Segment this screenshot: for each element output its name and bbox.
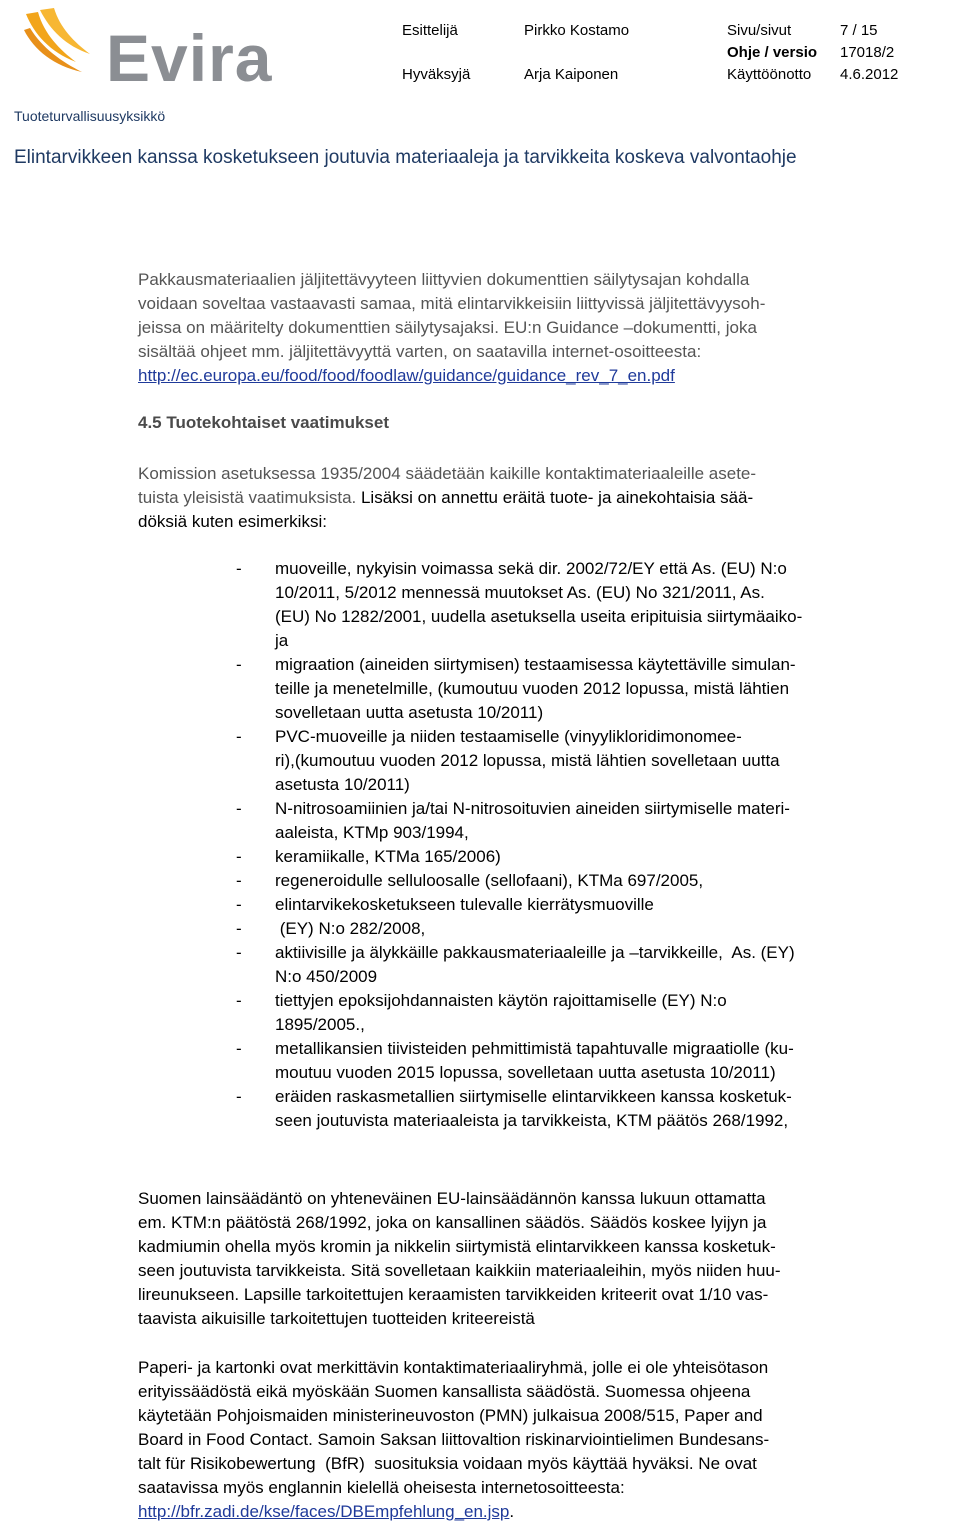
link-period: . <box>509 1502 515 1521</box>
list-item: - migraation (aineiden siirtymisen) testaamisessa käytettäville simulan- teille ja menetelmille, (kumoutuu vuoden 2012 lopussa, mistä lähtien sovelletaan uutta asetusta 10/2011) <box>236 655 796 722</box>
list-item: - PVC-muoveille ja niiden testaamiselle (vinyylikloridimonomee- ri),(kumoutuu vuoden 2012 lopussa, mistä lähtien sovelletaan uutta asetusta 10/2011) <box>236 727 780 794</box>
presenter-label: Esittelijä <box>402 22 458 39</box>
intro-line: sisältää ohjeet mm. jäljitettävyyttä varten, on saatavilla internet-osoitteesta: <box>138 342 702 361</box>
evira-swoosh-icon <box>20 6 110 88</box>
list-item: - elintarvikekosketukseen tulevalle kierrätysmuoville <box>236 895 654 914</box>
section-line: Lisäksi on annettu eräitä tuote- ja ainekohtaisia sää- <box>356 488 754 507</box>
paragraph-line: Paperi- ja kartonki ovat merkittävin kontaktimateriaaliryhmä, jolle ei ole yhteisötason <box>138 1358 769 1377</box>
evira-logo <box>20 6 275 95</box>
section-line: tuista yleisistä vaatimuksista. <box>138 488 357 507</box>
section-line: Komission asetuksessa 1935/2004 säädetään kaikille kontaktimateriaaleille asete- <box>138 464 757 483</box>
section-line: döksiä kuten esimerkiksi: <box>138 512 327 531</box>
paper-paragraph <box>138 1356 928 1524</box>
paragraph-line: Board in Food Contact. Samoin Saksan liittovaltion riskinarviointielimen Bundesans- <box>138 1430 770 1449</box>
unit-name: Tuoteturvallisuusyksikkö <box>14 108 166 124</box>
list-item: - N-nitrosoamiinien ja/tai N-nitrosoituvien aineiden siirtymiselle materi- aaleista, KTMp 903/1994, <box>236 799 790 842</box>
presenter-name: Pirkko Kostamo <box>524 22 630 39</box>
list-item: - tiettyjen epoksijohdannaisten käytön rajoittamiselle (EY) N:o 1895/2005., <box>236 991 727 1034</box>
intro-line: voidaan soveltaa vastaavasti samaa, mitä elintarvikkeisiin liittyvissä jäljitettävyysoh- <box>138 294 766 313</box>
intro-line: Pakkausmateriaalien jäljitettävyyteen liittyvien dokumenttien säilytysajan kohdalla <box>138 270 750 289</box>
bfr-link[interactable]: http://bfr.zadi.de/kse/faces/DBEmpfehlung_en.jsp <box>138 1502 510 1521</box>
approver-name: Arja Kaiponen <box>524 66 619 83</box>
paragraph-line: kadmiumin ohella myös kromin ja nikkelin siirtymistä elintarvikkeen kanssa kosketuk- <box>138 1237 776 1256</box>
paragraph-line: em. KTM:n päätöstä 268/1992, joka on kansallinen säädös. Säädös koskee lyijyn ja <box>138 1213 767 1232</box>
guidance-link[interactable]: http://ec.europa.eu/food/food/foodlaw/guidance/guidance_rev_7_en.pdf <box>138 366 675 385</box>
paragraph-line: erityissäädöstä eikä myöskään Suomen kansallista säädöstä. Suomessa ohjeena <box>138 1382 751 1401</box>
paragraph-line: seen joutuvista tarvikkeista. Sitä sovelletaan kaikkiin materiaaleihin, myös niiden huu- <box>138 1261 781 1280</box>
paragraph-line: taavista aikuisille tarkoitettujen tuotteiden kriteereistä <box>138 1309 535 1328</box>
section-paragraph <box>138 462 928 534</box>
list-item: - regeneroidulle selluloosalle (sellofaani), KTMa 697/2005, <box>236 871 704 890</box>
list-item: - eräiden raskasmetallien siirtymiselle elintarvikkeen kanssa kosketuk- seen joutuvista materiaaleista ja tarvikkeista, KTM päätös 268/1992, <box>236 1087 792 1130</box>
regulation-list <box>236 557 930 1133</box>
intro-paragraph <box>138 268 928 388</box>
paragraph-line: käytetään Pohjoismaiden ministerineuvoston (PMN) julkaisua 2008/515, Paper and <box>138 1406 763 1425</box>
paragraph-line: saatavissa myös englannin kielellä oheisesta internetosoitteesta: <box>138 1478 625 1497</box>
paragraph-line: talt für Risikobewertung (BfR) suosituksia voidaan myös käyttää hyväksi. Ne ovat <box>138 1454 757 1473</box>
section-heading: 4.5 Tuotekohtaiset vaatimukset <box>138 413 389 432</box>
document-title: Elintarvikkeen kanssa kosketukseen joutuvia materiaaleja ja tarvikkeita koskeva valvontaohje <box>14 147 797 168</box>
list-item: - keramiikalle, KTMa 165/2006) <box>236 847 501 866</box>
approver-label: Hyväksyjä <box>402 66 471 83</box>
guide-value: 17018/2 <box>840 44 895 61</box>
list-item: - (EY) N:o 282/2008, <box>236 919 426 938</box>
page-label: Sivu/sivut <box>727 22 792 39</box>
list-item: - metallikansien tiivisteiden pehmittimistä tapahtuvalle migraatiolle (ku- moutuu vuoden 2015 lopussa, sovelletaan uutta asetusta 10/2011) <box>236 1039 794 1082</box>
list-item: - aktiivisille ja älykkäille pakkausmateriaaleille ja –tarvikkeille, As. (EY) N:o 450/2009 <box>236 943 795 986</box>
legislation-paragraph <box>138 1187 928 1331</box>
paragraph-line: Suomen lainsäädäntö on yhteneväinen EU-lainsäädännön kanssa lukuun ottamatta <box>138 1189 766 1208</box>
intro-line: jeissa on määritelty dokumenttien säilytysajaksi. EU:n Guidance –dokumentti, joka <box>138 318 757 337</box>
deploy-label: Käyttöönotto <box>727 66 812 83</box>
page-value: 7 / 15 <box>840 22 878 39</box>
evira-wordmark: Evira <box>106 21 273 95</box>
guide-label: Ohje / versio <box>727 44 818 61</box>
paragraph-line: lireunukseen. Lapsille tarkoitettujen keraamisten tarvikkeiden kriteerit ovat 1/10 vas- <box>138 1285 769 1304</box>
list-item: - muoveille, nykyisin voimassa sekä dir. 2002/72/EY että As. (EU) N:o 10/2011, 5/2012 mennessä muutokset As. (EU) No 321/2011, As. (EU) No 1282/2001, uudella asetuksella useita eripituisia siirtymäaiko- ja <box>236 559 803 650</box>
deploy-value: 4.6.2012 <box>840 66 899 83</box>
